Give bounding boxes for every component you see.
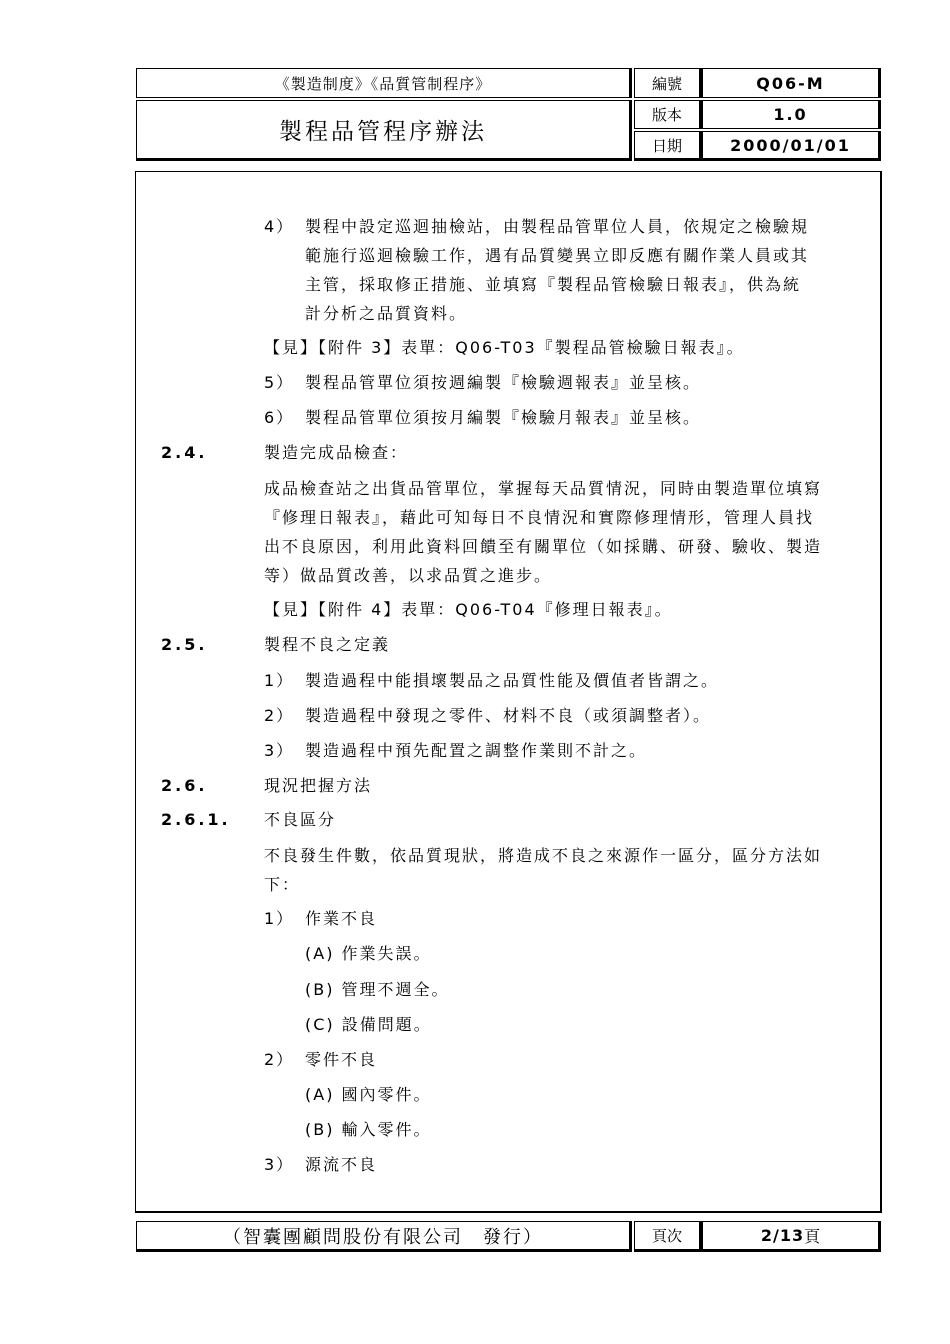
- page-number: [702, 1221, 881, 1252]
- number-value: Q06-M: [702, 68, 881, 98]
- number-label: 編號: [634, 68, 702, 98]
- breadcrumb: 《製造制度》《品質管制程序》: [136, 68, 632, 98]
- date-value: 2000/01/01: [702, 131, 881, 161]
- item-6-text: 製程品管單位須按月編製『檢驗月報表』並呈核。: [305, 408, 702, 427]
- attachment-reference: 【見】【附件 4】表單：Q06-T04『修理日報表』。: [264, 600, 673, 619]
- section-title: 製造完成品檢查：: [264, 443, 409, 462]
- item-text: 製造過程中發現之零件、材料不良（或須調整者）。: [305, 706, 712, 725]
- section-number: 2.5.: [161, 635, 208, 654]
- text-line: 主管，採取修正措施、並填寫『製程品管檢驗日報表』，供為統: [305, 275, 802, 294]
- item-number: 5）: [264, 373, 295, 392]
- text-line: 等）做品質改善，以求品質之進步。: [264, 566, 553, 585]
- text-line: 計分析之品質資料。: [305, 304, 468, 323]
- publisher: （智囊團顧問股份有限公司 發行）: [136, 1221, 632, 1252]
- version-label: 版本: [634, 100, 702, 129]
- text-line: 下：: [264, 875, 301, 894]
- text-line: 『修理日報表』，藉此可知每日不良情況和實際修理情形，管理人員找: [264, 508, 815, 527]
- page-title: 製程品管程序辦法: [136, 100, 632, 161]
- section-2-4-body: [264, 474, 864, 590]
- item-number: 3）: [264, 741, 295, 760]
- section-title: 不良區分: [264, 810, 337, 829]
- sub-item: (B) 管理不週全。: [305, 980, 450, 999]
- date-label: 日期: [634, 131, 702, 161]
- page-value: 2/13: [760, 1226, 805, 1245]
- text-line: 範施行巡迴檢驗工作，遇有品質變異立即反應有關作業人員或其: [305, 246, 810, 265]
- section-title: 現況把握方法: [264, 776, 373, 795]
- section-number: 2.6.1.: [161, 810, 231, 829]
- page-label: 頁次: [634, 1221, 702, 1252]
- item-number: 1）: [264, 671, 295, 690]
- text-line: 不良發生件數，依品質現狀，將造成不良之來源作一區分，區分方法如: [264, 846, 823, 865]
- section-number: 2.4.: [161, 443, 208, 462]
- text-line: 製程中設定巡迴抽檢站，由製程品管單位人員，依規定之檢驗規: [305, 217, 810, 236]
- section-2-6-1-body: [264, 841, 864, 899]
- version-value: 1.0: [702, 100, 881, 129]
- sub-item: (A) 作業失誤。: [305, 944, 432, 963]
- group-title: 作業不良: [305, 909, 378, 928]
- item-number: 6）: [264, 408, 295, 427]
- attachment-reference: 【見】【附件 3】表單：Q06-T03『製程品管檢驗日報表』。: [264, 338, 745, 357]
- item-text: 製造過程中能損壞製品之品質性能及價值者皆謂之。: [305, 671, 720, 690]
- sub-item: (C) 設備問題。: [305, 1015, 432, 1034]
- item-4-text: [305, 212, 850, 328]
- item-number: 4）: [264, 217, 295, 236]
- item-number: 2）: [264, 706, 295, 725]
- item-number: 1）: [264, 909, 295, 928]
- text-line: 成品檢查站之出貨品管單位，掌握每天品質情況，同時由製造單位填寫: [264, 479, 823, 498]
- section-title: 製程不良之定義: [264, 635, 391, 654]
- group-title: 源流不良: [305, 1155, 378, 1174]
- group-title: 零件不良: [305, 1050, 378, 1069]
- document-header: [136, 68, 881, 160]
- item-text: 製造過程中預先配置之調整作業則不計之。: [305, 741, 648, 760]
- sub-item: (A) 國內零件。: [305, 1085, 432, 1104]
- item-number: 2）: [264, 1050, 295, 1069]
- page-suffix: 頁: [804, 1227, 821, 1246]
- item-number: 3）: [264, 1155, 295, 1174]
- text-line: 出不良原因，利用此資料回饋至有關單位（如採購、研發、驗收、製造: [264, 537, 823, 556]
- section-number: 2.6.: [161, 776, 208, 795]
- item-5-text: 製程品管單位須按週編製『檢驗週報表』並呈核。: [305, 373, 702, 392]
- document-footer: [136, 1221, 881, 1252]
- sub-item: (B) 輸入零件。: [305, 1120, 432, 1139]
